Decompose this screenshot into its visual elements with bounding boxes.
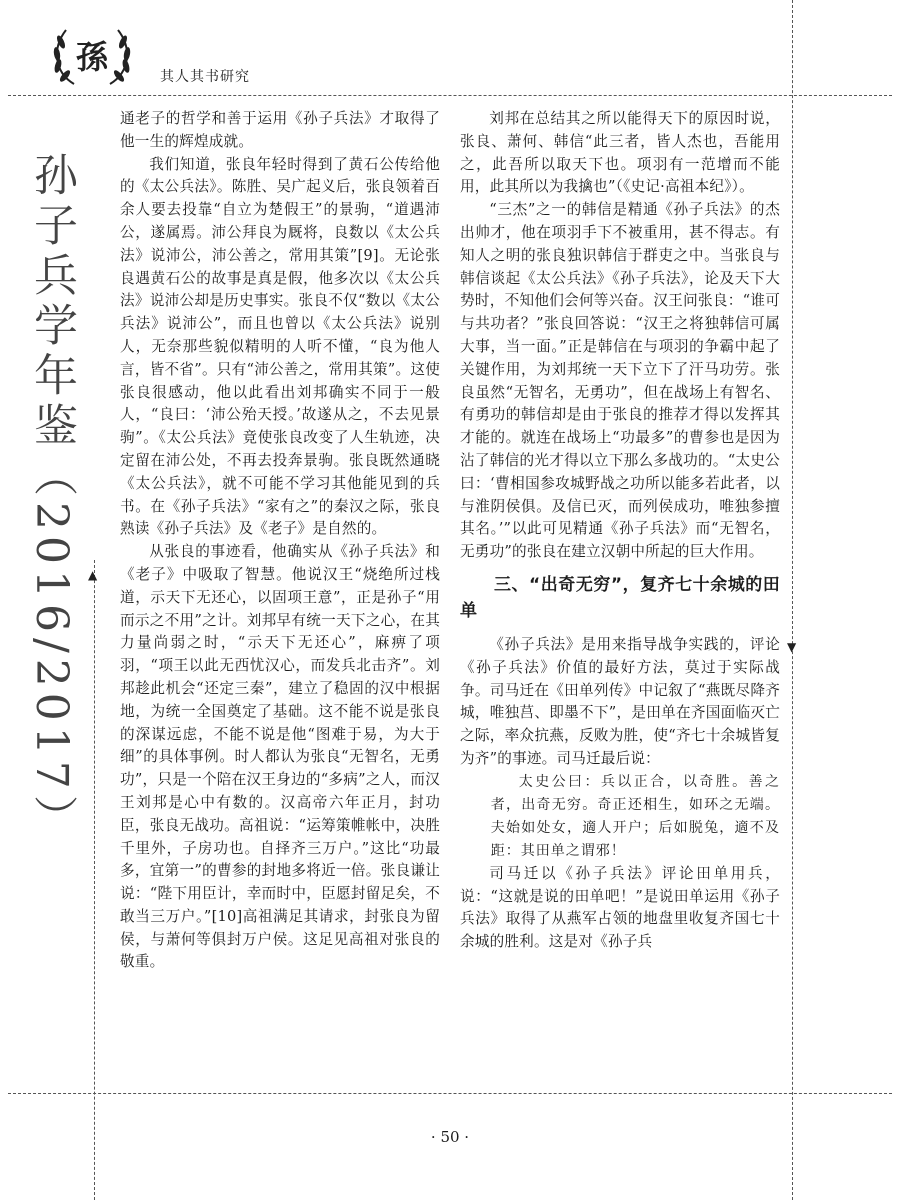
right-text-column bbox=[460, 108, 780, 954]
page-number: · 50 · bbox=[430, 1128, 470, 1146]
paragraph: 从张良的事迹看，他确实从《孙子兵法》和《老子》中吸取了智慧。他说汉王“烧绝所过栈道，示天下无还心，以固项王意”，正是孙子“用而示之不用”之计。刘邦早有统一天下之心，在其力量尚弱之时，“示天下无还心”，麻痹了项羽，“项王以此无西忧汉心，而发兵北击齐”。刘邦趁此机会“还定三秦”，建立了稳固的汉中根据地，为统一全国奠定了基础。这不能不说是张良的深谋远虑，不能不说是他“图难于易，为大于细”的具体事例。时人都认为张良“无智名，无勇功”，只是一个陪在汉王身边的“多病”之人，而汉王刘邦是心中有数的。汉高帝六年正月，封功臣，张良无战功。高祖说：“运筹策帷帐中，决胜千里外，子房功也。自择齐三万户。”这比“功最多，宜第一”的曹参的封地多将近一倍。张良谦让说：“陛下用臣计，幸而时中，臣愿封留足矣，不敢当三万户。”[10]高祖满足其请求，封张良为留侯，与萧何等俱封万户侯。这足见高祖对张良的敬重。 bbox=[120, 543, 440, 971]
laurel-wreath-icon bbox=[44, 22, 140, 92]
left-margin-rule bbox=[94, 560, 95, 1200]
paragraph: 司马迁以《孙子兵法》评论田单用兵，说：“这就是说的田单吧！”是说田单运用《孙子兵法》取得了从燕军占领的地盘里收复齐国七十余城的胜利。这是对《孙子兵 bbox=[460, 864, 780, 951]
left-text-column bbox=[120, 108, 440, 974]
paragraph: 刘邦在总结其之所以能得天下的原因时说，张良、萧何、韩信“此三者，皆人杰也，吾能用之，此吾所以取天下也。项羽有一范增而不能用，此其所以为我擒也”（《史记·高祖本纪》）。 bbox=[460, 110, 780, 196]
block-quote bbox=[460, 771, 780, 863]
yearbook-side-title: 孙子兵学年鉴（2016/2017） bbox=[26, 152, 77, 845]
logo-glyph: 孫 bbox=[75, 38, 109, 76]
paragraph: “三杰”之一的韩信是精通《孙子兵法》的杰出帅才，他在项羽手下不被重用，甚不得志。有知人之明的张良独识韩信于群吏之中。当张良与韩信谈起《太公兵法》《孙子兵法》，论及天下大势时，不知他们会何等兴奋。汉王问张良：“谁可与共功者？”张良回答说：“汉王之将独韩信可属大事，当一面。”正是韩信在与项羽的争霸中起了关键作用，为刘邦统一天下立下了汗马功劳。张良虽然“无智名，无勇功”，但在战场上有智名、有勇功的韩信却是由于张良的推荐才得以发挥其才能的。就连在战场上“功最多”的曹参也是因为沾了韩信的光才得以立下那么多战功的。“太史公曰：‘曹相国参攻城野战之功所以能多若此者，以与淮阴侯俱。及信已灭，而列侯成功，唯独参擅其名。’”以此可见精通《孙子兵法》而“无智名，无勇功”的张良在建立汉朝中所起的巨大作用。 bbox=[460, 201, 780, 561]
running-header-title: 其人其书研究 bbox=[160, 69, 250, 85]
footer-rule bbox=[8, 1093, 892, 1094]
section-heading: 三、“出奇无穷”，复齐七十余城的田单 bbox=[460, 574, 780, 621]
quote-text: 太史公曰：兵以正合，以奇胜。善之者，出奇无穷。奇正还相生，如环之无端。夫始如处女，適人开户；后如脱兔，適不及距：其田单之谓邪！ bbox=[490, 773, 780, 859]
right-margin-rule bbox=[792, 0, 793, 1200]
paragraph: 通老子的哲学和善于运用《孙子兵法》才取得了他一生的辉煌成就。 bbox=[120, 110, 440, 150]
arrow-down-icon: ▼ bbox=[787, 640, 797, 654]
header-rule bbox=[8, 95, 892, 96]
paragraph: 《孙子兵法》是用来指导战争实践的，评论《孙子兵法》价值的最好方法，莫过于实际战争。司马迁在《田单列传》中记叙了“燕既尽降齐城，唯独莒、即墨不下”，是田单在齐国面临灭亡之际，率众抗燕，反败为胜，使“齐七十余城皆复为齐”的事迹。司马迁最后说： bbox=[460, 635, 780, 767]
arrow-up-icon: ▲ bbox=[88, 568, 98, 582]
paragraph: 我们知道，张良年轻时得到了黄石公传给他的《太公兵法》。陈胜、吴广起义后，张良领着百余人要去投靠“自立为楚假王”的景驹，“道遇沛公，遂属焉。沛公拜良为厩将，良数以《太公兵法》说沛公，沛公善之，常用其策”[9]。无论张良遇黄石公的故事是真是假，他多次以《太公兵法》说沛公却是历史事实。张良不仅“数以《太公兵法》说沛公”，而且也曾以《太公兵法》说别人，无奈那些貌似精明的人听不懂，“良为他人言，皆不省”。只有“沛公善之，常用其策”。这使张良很感动，他以此看出刘邦确实不同于一般人，“良曰：‘沛公殆天授。’故遂从之，不去见景驹”。《太公兵法》竟使张良改变了人生轨迹，决定留在沛公处，不再去投奔景驹。张良既然通晓《太公兵法》，就不可能不学习其他能见到的兵书。在《孙子兵法》“家有之”的秦汉之际，张良熟读《孙子兵法》及《老子》是自然的。 bbox=[120, 155, 440, 538]
